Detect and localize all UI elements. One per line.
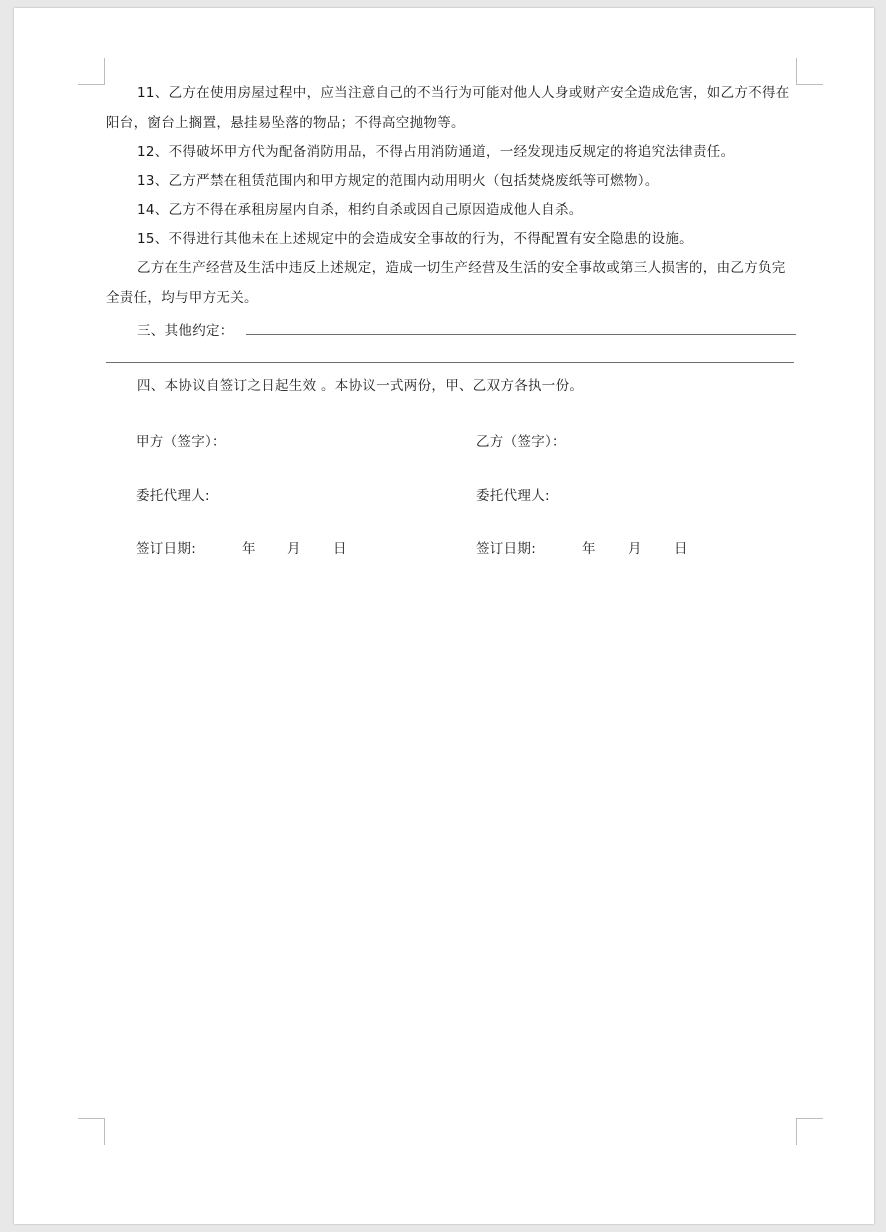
effective-clause: 四、本协议自签订之日起生效 。本协议一式两份，甲、乙双方各执一份。 [137,378,584,394]
margin-mark-top-left [78,58,105,85]
clause-13: 13、乙方严禁在租赁范围内和甲方规定的范围内动用明火（包括焚烧废纸等可燃物）。 [137,173,659,189]
clause-15: 15、不得进行其他未在上述规定中的会造成安全事故的行为，不得配置有安全隐患的设施。 [137,231,693,247]
other-terms-line-2 [106,362,794,363]
party-a-signature-label: 甲方（签字）： [136,434,226,450]
clause-12: 12、不得破坏甲方代为配备消防用品，不得占用消防通道，一经发现违反规定的将追究法律责任。 [137,144,735,160]
other-terms-label: 三、其他约定： [137,323,234,339]
party-b-agent-label: 委托代理人: [476,488,550,504]
party-b-date-year: 年 [582,541,596,557]
party-a-date-year: 年 [242,541,256,557]
margin-mark-top-right [796,58,823,85]
party-b-date-month: 月 [628,541,642,557]
clause-14: 14、乙方不得在承租房屋内自杀，相约自杀或因自己原因造成他人自杀。 [137,202,583,218]
liability-paragraph: 乙方在生产经营及生活中违反上述规定，造成一切生产经营及生活的安全事故或第三人损害的，由乙方负完全责任，均与甲方无关。 [106,260,786,306]
party-a-date-month: 月 [287,541,301,557]
party-a-date-label: 签订日期: [136,541,197,557]
party-a-agent-label: 委托代理人: [136,488,210,504]
clause-11: 11、乙方在使用房屋过程中，应当注意自己的不当行为可能对他人人身或财产安全造成危害，如乙方不得在阳台，窗台上搁置，悬挂易坠落的物品；不得高空抛物等。 [106,85,790,131]
party-b-signature-label: 乙方（签字）： [476,434,566,450]
document-page [14,8,874,1224]
party-a-date-day: 日 [333,541,347,557]
margin-mark-bottom-right [796,1118,823,1145]
other-terms-line-1 [246,334,796,335]
party-b-date-label: 签订日期: [476,541,537,557]
margin-mark-bottom-left [78,1118,105,1145]
party-b-date-day: 日 [674,541,688,557]
